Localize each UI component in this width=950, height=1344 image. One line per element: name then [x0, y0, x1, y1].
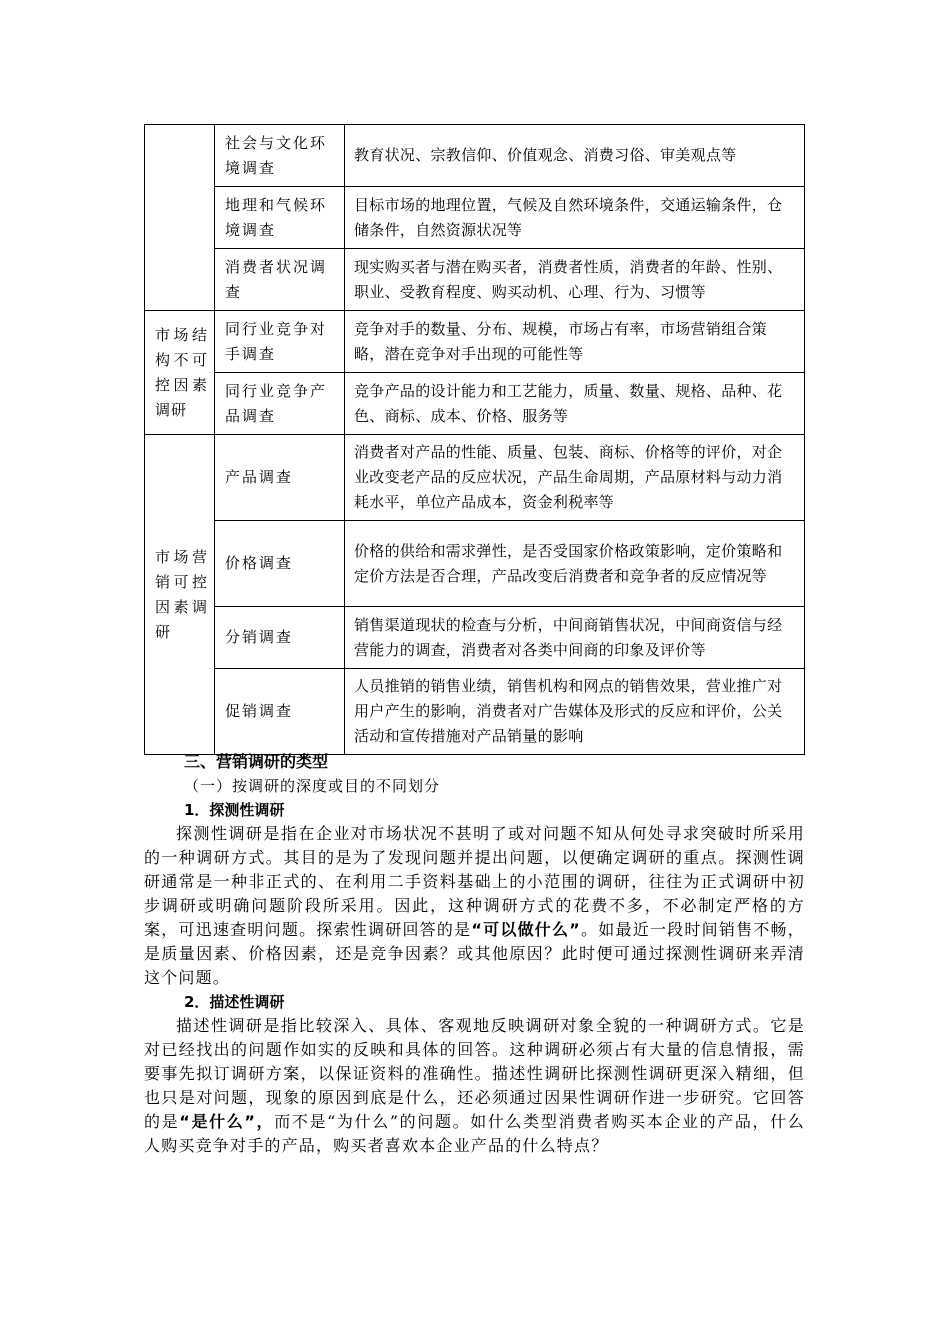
table-row [145, 435, 805, 521]
section-subheading: （一）按调研的深度或目的不同划分 [184, 777, 441, 795]
item-cell: 产品调查 [215, 435, 345, 521]
market-research-table [144, 124, 805, 755]
item-cell: 同行业竞争产品调查 [215, 373, 345, 435]
part2-emphasis: “是什么”， [179, 1112, 275, 1131]
part1-paragraph: 探测性调研是指在企业对市场状况不甚明了或对问题不知从何处寻求突破时所采用的一种调研方式。其目的是为了发现问题并提出问题，以便确定调研的重点。探测性调研通常是一种非正式的、在利用二手资料基础上的小范围的调研，往往为正式调研中初步调研或明确问题阶段所采用。因此，这种调研方式的花费不多，不必制定严格的方案，可迅速查明问题。探索性调研回答的是“可以做什么”。如最近一段时间销售不畅，是质量因素、价格因素，还是竞争因素？或其他原因？此时便可通过探测性调研来弄清这个问题。 [144, 824, 805, 987]
section-heading: 三、营销调研的类型 [184, 752, 329, 771]
item-cell: 分销调查 [215, 607, 345, 669]
content-cell: 销售渠道现状的检查与分析，中间商销售状况，中间商资信与经营能力的调查，消费者对各类中间商的印象及评价等 [345, 607, 805, 669]
table-row [145, 373, 805, 435]
item-cell: 消费者状况调查 [215, 249, 345, 311]
content-cell: 竞争产品的设计能力和工艺能力，质量、数量、规格、品种、花色、商标、成本、价格、服务等 [345, 373, 805, 435]
part1-emphasis: “可以做什么” [471, 920, 581, 939]
table-row [145, 249, 805, 311]
content-cell: 现实购买者与潜在购买者，消费者性质，消费者的年龄、性别、职业、受教育程度、购买动机、心理、行为、习惯等 [345, 249, 805, 311]
content-cell: 人员推销的销售业绩，销售机构和网点的销售效果，营业推广对用户产生的影响，消费者对广告媒体及形式的反应和评价，公关活动和宣传措施对产品销量的影响 [345, 669, 805, 755]
table-row [145, 311, 805, 373]
category-cell: 市场结构不可控因素调研 [145, 311, 215, 435]
table-row [145, 669, 805, 755]
part2-paragraph: 描述性调研是指比较深入、具体、客观地反映调研对象全貌的一种调研方式。它是对已经找出的问题作如实的反映和具体的回答。这种调研必须占有大量的信息情报，需要事先拟订调研方案，以保证资料的准确性。描述性调研比探测性调研更深入精细，但也只是对问题，现象的原因到底是什么，还必须通过因果性调研作进一步研究。它回答的是“是什么”，而不是“为什么”的问题。如什么类型消费者购买本企业的产品，什么人购买竞争对手的产品，购买者喜欢本企业产品的什么特点？ [144, 1016, 806, 1155]
category-cell: 市场营销可控因素调研 [145, 435, 215, 755]
item-cell: 同行业竞争对手调查 [215, 311, 345, 373]
table-row [145, 187, 805, 249]
item-cell: 促销调查 [215, 669, 345, 755]
part2-title: 2．描述性调研 [184, 993, 285, 1011]
item-cell: 地理和气候环境调查 [215, 187, 345, 249]
content-cell: 教育状况、宗教信仰、价值观念、消费习俗、审美观点等 [345, 125, 805, 187]
table-row [145, 125, 805, 187]
item-cell: 社会与文化环境调查 [215, 125, 345, 187]
content-cell: 价格的供给和需求弹性，是否受国家价格政策影响，定价策略和定价方法是否合理，产品改变后消费者和竞争者的反应情况等 [345, 521, 805, 607]
item-cell: 价格调查 [215, 521, 345, 607]
content-cell: 消费者对产品的性能、质量、包装、商标、价格等的评价，对企业改变老产品的反应状况，产品生命周期，产品原材料与动力消耗水平，单位产品成本，资金利税率等 [345, 435, 805, 521]
table-row [145, 521, 805, 607]
content-cell: 目标市场的地理位置，气候及自然环境条件，交通运输条件，仓储条件，自然资源状况等 [345, 187, 805, 249]
part1-title: 1．探测性调研 [184, 801, 285, 819]
table-row [145, 607, 805, 669]
body-text [144, 750, 805, 1158]
content-cell: 竞争对手的数量、分布、规模，市场占有率，市场营销组合策略，潜在竞争对手出现的可能性等 [345, 311, 805, 373]
category-cell [145, 125, 215, 311]
